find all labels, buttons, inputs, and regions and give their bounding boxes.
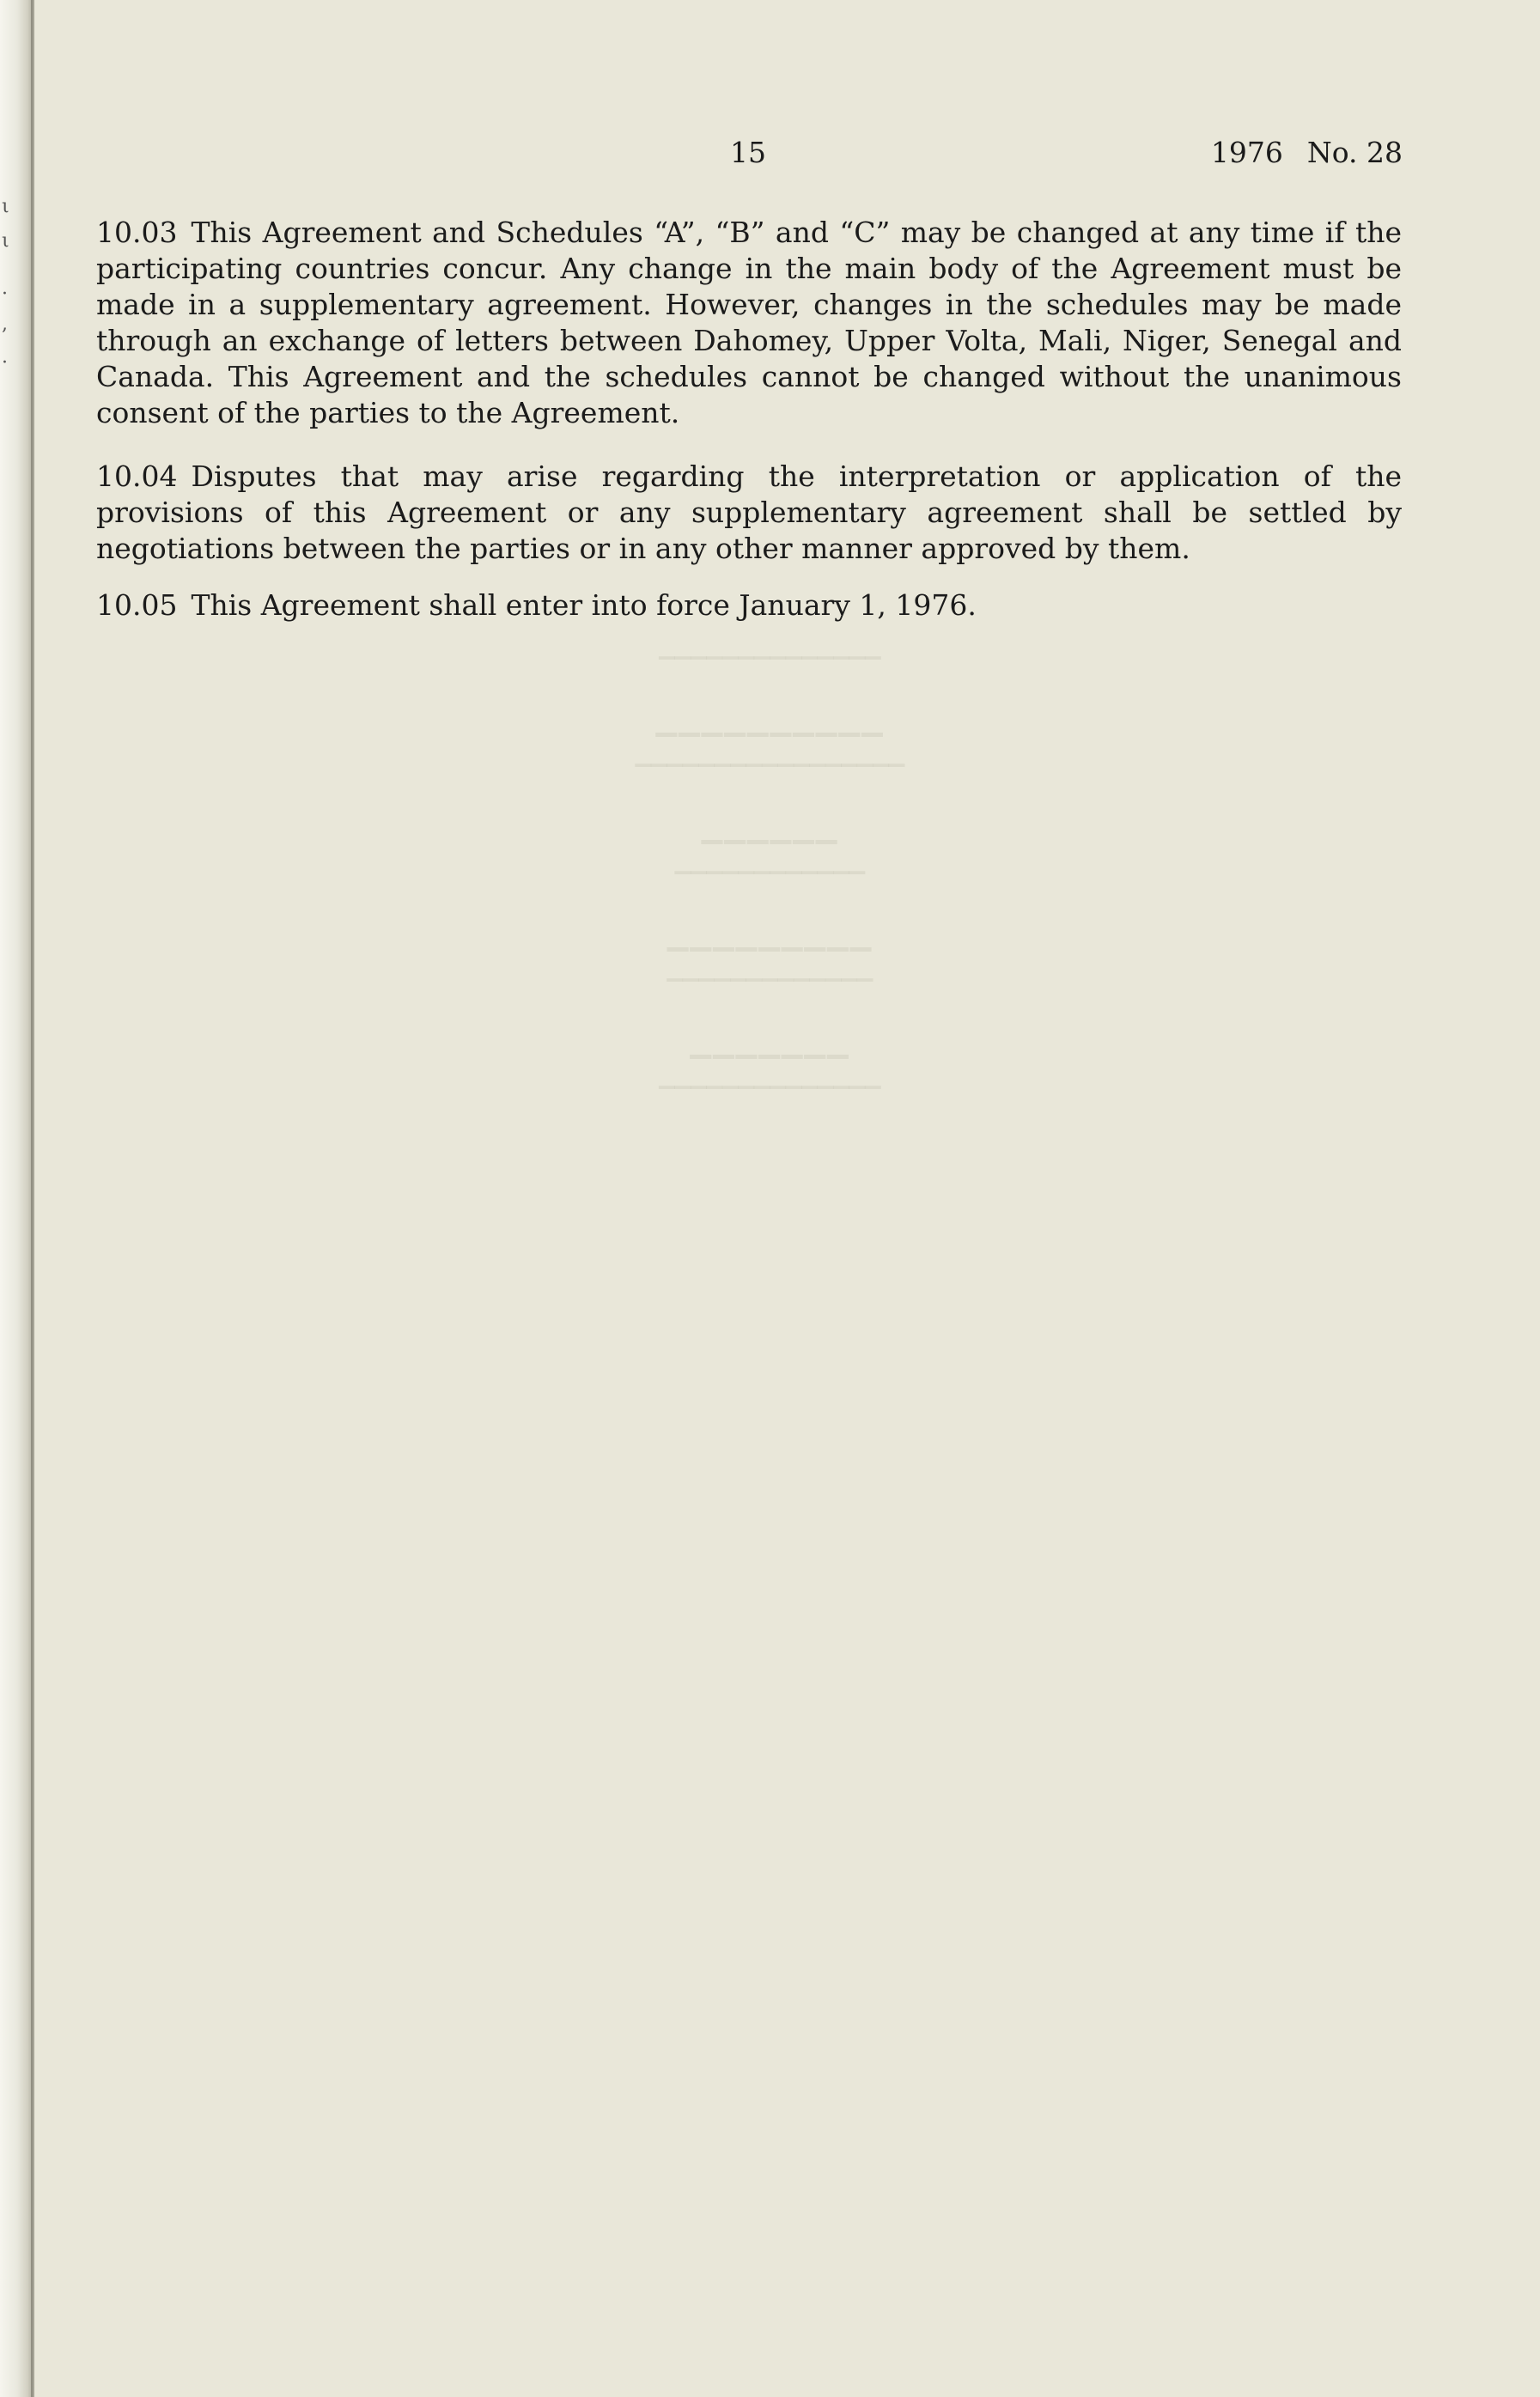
page-number: 15 xyxy=(730,136,766,169)
show-through-text: ▁▁▁▁▁▁▁▁▁▁▁▁▁▁ xyxy=(659,1065,881,1089)
paragraph-text: This Agreement and Schedules “A”, “B” and “C” may be changed at any time if the participating countries concur. Any change in the main body of the Agreement must be made in a supplementary agreement. However, changes in the schedules may be made through an exchange of letters between Dahomey, Upper Volta, Mali, Niger, Senegal and Canada. This Agreement and the schedules cannot be changed without the unanimous consent of the parties to the Agreement. xyxy=(96,216,1402,429)
document-number: No. 28 xyxy=(1306,136,1403,169)
show-through-text: ▁▁▁▁▁▁▁▁▁▁▁▁▁▁ xyxy=(659,636,881,660)
edge-mark: , xyxy=(2,313,8,335)
year: 1976 xyxy=(1210,136,1283,169)
show-through-text: ▁▁▁▁▁▁▁▁▁▁▁▁▁ xyxy=(667,958,873,982)
paragraph-10-05 xyxy=(96,587,1402,624)
paragraph-number: 10.03 xyxy=(96,216,178,249)
paragraph-number: 10.05 xyxy=(96,588,178,622)
show-through-text: ▁▁▁▁▁▁▁▁▁ xyxy=(667,919,873,952)
edge-mark: · xyxy=(2,283,8,305)
show-through-text: ▁▁▁▁▁▁▁▁▁▁▁▁▁▁▁▁▁ xyxy=(635,743,905,767)
show-through-text: ▁▁▁▁▁▁▁ xyxy=(690,1026,850,1059)
document-reference xyxy=(1211,136,1403,169)
edge-mark: ι xyxy=(2,230,9,252)
edge-mark: ι xyxy=(2,196,9,217)
edge-mark: · xyxy=(2,352,8,374)
body-text xyxy=(96,215,1402,651)
paragraph-text: This Agreement shall enter into force January 1, 1976. xyxy=(191,588,977,622)
paragraph-text: Disputes that may arise regarding the interpretation or application of the provisions of this Agreement or any supplementary agreement shall be settled by negotiations between the parties or in any other manner approved by them. xyxy=(96,459,1402,565)
paragraph-10-04 xyxy=(96,459,1402,567)
binding-fold-line xyxy=(31,0,33,2397)
running-head xyxy=(0,136,1540,179)
show-through-text: ▁▁▁▁▁▁▁▁▁▁▁▁ xyxy=(674,850,866,874)
show-through-text: ▁▁▁▁▁▁ xyxy=(701,812,839,844)
paragraph-number: 10.04 xyxy=(96,459,178,493)
show-through-text: ▁▁▁▁▁▁▁▁▁▁ xyxy=(655,704,885,737)
paragraph-10-03 xyxy=(96,215,1402,431)
